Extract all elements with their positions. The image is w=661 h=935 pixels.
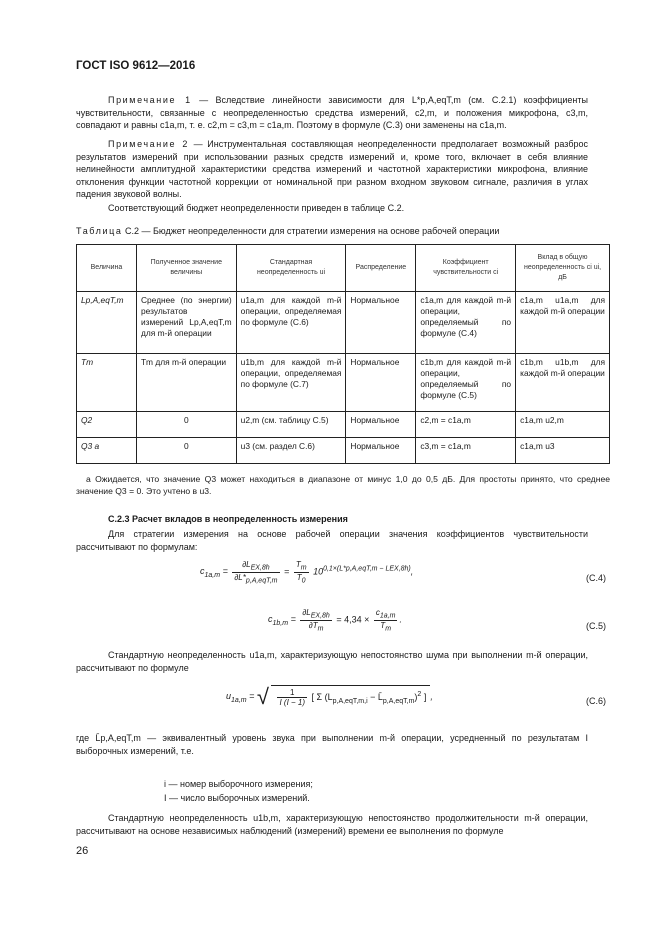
table-caption-text: С.2 — Бюджет неопределенности для стратегии измерения на основе рабочей операции — [122, 226, 500, 236]
table-cell: Нормальное — [346, 354, 416, 412]
intro-sentence: Соответствующий бюджет неопределенности приведен в таблице С.2. — [108, 203, 405, 213]
table-cell: Q3 a — [77, 438, 137, 464]
where-definition-I: I — число выборочных измерений. — [164, 793, 310, 803]
table-row — [77, 292, 610, 354]
table-cell: Нормальное — [346, 292, 416, 354]
note-2 — [76, 138, 588, 201]
formula-c5-coefficient: = 4,34 × — [336, 614, 370, 625]
table-cell: Lp,A,eqT,m — [77, 292, 137, 354]
table-cell: Нормальное — [346, 412, 416, 438]
table-row — [77, 412, 610, 438]
section-intro: Для стратегии измерения на основе рабочей операции значения коэффициентов чувствительности рассчитывают по формулам: — [76, 529, 588, 552]
table-footnote: a Ожидается, что значение Q3 может находиться в диапазоне от минус 1,0 до 0,5 дБ. Для простоты принято, что среднее значение Q3 = 0. Это учтено в u3. — [76, 474, 610, 496]
table-cell: u1b,m для каждой m-й операции, определяемая по формуле (С.7) — [236, 354, 346, 412]
note-1 — [76, 94, 588, 132]
table-cell: c2,m = c1a,m — [416, 412, 516, 438]
formula-c4-fraction-1: $\frac{\partial L_{EX,8h}}{\partial L*_{p,A,eqT,m}}$ — [234, 560, 278, 585]
table-caption — [76, 226, 596, 236]
table-header-row — [77, 245, 610, 292]
formula-c6: $u_{1a,m}$ = √ $\frac{1}{I (I - 1)}$ [ Σ ($L_{p,A,eqT,m,i}$ − $L̄_{p,A,eqT,m})^2$ ] , — [226, 684, 433, 709]
table-cell: u2,m (см. таблицу С.5) — [236, 412, 346, 438]
formula-c4-base: 10 — [313, 566, 324, 577]
note-2-label: Примечание 2 — [108, 139, 189, 149]
table-cell: c1a,m для каждой m-й операции, определяемый по формуле (С.4) — [416, 292, 516, 354]
paragraph-u1a: Стандартную неопределенность u1a,m, характеризующую непостоянство шума при выполнении m-й операции, рассчитывают по формуле — [76, 650, 588, 673]
formula-c4: $c_{1a,m}$ = $\frac{\partial L_{EX,8h}}{\partial L*_{p,A,eqT,m}}$ = $\frac{T_m}{T_0}$ $10^{0,1\times(L*p,A,eqT,m - LEX,8h)}$, — [200, 560, 414, 585]
table-cell: c3,m = c1a,m — [416, 438, 516, 464]
note-2-text: — Инструментальная составляющая неопределенности предполагает возможный разброс результатов измерений при использовании разных средств измерений и, кроме того, включает в себя влияние нелинейности амплитудной характеристики средства измерений и частотной характеристики микрофона, влияние отклонения функции частотной коррекции от номинальной при разном входном звуковом сигнале, различия в углах падения звуковой волны. — [76, 139, 588, 200]
document-header: ГОСТ ISO 9612—2016 — [76, 60, 196, 72]
note-1-text: — Вследствие линейности зависимости для L*p,A,eqT,m (см. С.2.1) коэффициенты чувствительности, связанные с неопределенностью средства измерений, c2,m, и положения микрофона, c3,m, совпадают и равны c1a,m, т. е. c2,m = c3,m = c1a,m. Поэтому в формуле (С.3) они заменены на c1a,m. — [76, 95, 588, 131]
header-std-uncertainty: Стандартная неопределенность ui — [236, 245, 346, 292]
table-cell: c1a,m u2,m — [516, 412, 610, 438]
header-distribution: Распределение — [346, 245, 416, 292]
formula-c5-fraction-1: $\frac{\partial L_{EX,8h}}{\partial T_m}$ — [302, 608, 330, 633]
table-cell: Tm — [77, 354, 137, 412]
table-cell: c1b,m для каждой m-й операции, определяемый по формуле (С.5) — [416, 354, 516, 412]
table-cell: 0 — [136, 412, 236, 438]
header-contribution: Вклад в общую неопределенность ci ui, дБ — [516, 245, 610, 292]
header-sensitivity: Коэффициент чувствительности ci — [416, 245, 516, 292]
table-cell: u1a,m для каждой m-й операции, определяемая по формуле (С.6) — [236, 292, 346, 354]
uncertainty-budget-table — [76, 244, 610, 464]
table-cell: 0 — [136, 438, 236, 464]
formula-c4-number: (С.4) — [586, 573, 606, 583]
formula-c5-fraction-2: $\frac{c_{1a,m}}{T_m}$ — [375, 608, 396, 633]
header-value: Полученное значение величины — [136, 245, 236, 292]
table-cell: c1a,m u3 — [516, 438, 610, 464]
formula-c5-number: (С.5) — [586, 621, 606, 631]
table-cell: c1b,m u1b,m для каждой m-й операции — [516, 354, 610, 412]
formula-c4-exponent: 0,1×(L*p,A,eqT,m − LEX,8h) — [323, 565, 411, 573]
table-cell: Среднее (по энергии) результатов измерений Lp,A,eqT,m для m-й операции — [136, 292, 236, 354]
header-quantity: Величина — [77, 245, 137, 292]
page-number: 26 — [76, 845, 89, 857]
where-definition-lbar: где L̄p,A,eqT,m — эквивалентный уровень звука при выполнении m-й операции, усредненный по результатам I выборочных измерений, т.е. — [76, 733, 588, 756]
table-cell: c1a,m u1a,m для каждой m-й операции — [516, 292, 610, 354]
table-cell: Нормальное — [346, 438, 416, 464]
formula-c4-fraction-2: $\frac{T_m}{T_0}$ — [295, 560, 307, 585]
table-cell: Q2 — [77, 412, 137, 438]
table-cell: u3 (см. раздел С.6) — [236, 438, 346, 464]
formula-c5: $c_{1b,m}$ = $\frac{\partial L_{EX,8h}}{\partial T_m}$ = 4,34 × $\frac{c_{1a,m}}{T_m}$ . — [268, 608, 402, 633]
table-row — [77, 438, 610, 464]
table-cell: Tm для m-й операции — [136, 354, 236, 412]
table-row — [77, 354, 610, 412]
table-caption-label: Таблица — [76, 226, 123, 236]
paragraph-u1b: Стандартную неопределенность u1b,m, характеризующую непостоянство продолжительности m-й операции, рассчитывают на основе независимых наблюдений (измерений) времени ее выполнения по формуле — [76, 813, 588, 836]
section-title: С.2.3 Расчет вкладов в неопределенность измерения — [108, 514, 348, 524]
where-definition-i: i — номер выборочного измерения; — [164, 779, 313, 789]
note-1-label: Примечание 1 — [108, 95, 192, 105]
formula-c6-number: (С.6) — [586, 696, 606, 706]
